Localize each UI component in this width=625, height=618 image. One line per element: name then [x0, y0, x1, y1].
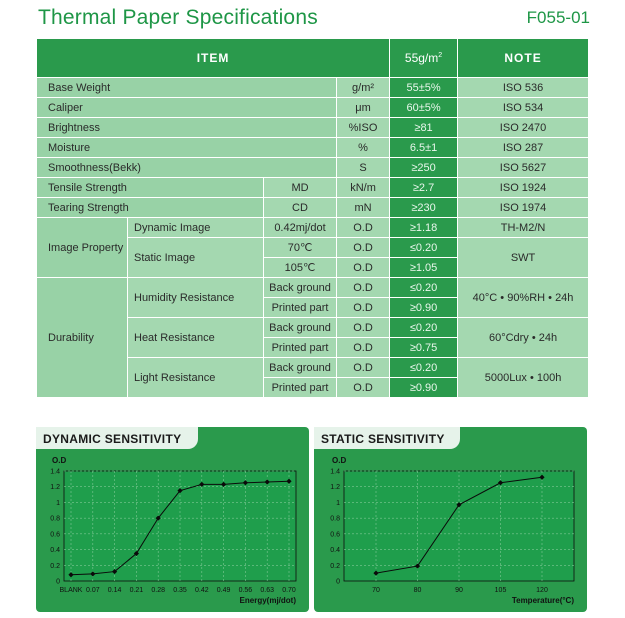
dynamic-sensitivity-panel: [36, 427, 309, 612]
y-tick-label: 0.2: [50, 562, 60, 570]
y-tick-label: 0.6: [50, 531, 60, 539]
y-tick-label: 0.8: [330, 515, 340, 523]
x-tick-label: 90: [455, 587, 463, 594]
x-tick-label: BLANK: [59, 587, 83, 594]
y-tick-label: 1: [56, 499, 60, 507]
table-row: Light Resistance Back ground O.D ≤0.20 5000Lux • 100h: [37, 358, 589, 378]
chart-title: STATIC SENSITIVITY: [321, 432, 445, 446]
table-row: Moisture % 6.5±1 ISO 287: [37, 138, 589, 158]
y-tick-label: 0.4: [330, 547, 340, 555]
y-axis-label: O.D: [52, 456, 67, 465]
x-tick-label: 0.07: [85, 587, 100, 594]
y-tick-label: 0.4: [50, 547, 60, 555]
y-tick-label: 1: [336, 499, 340, 507]
x-tick-label: 0.21: [129, 587, 144, 594]
x-tick-label: 105: [494, 587, 507, 594]
static-sensitivity-chart: [314, 427, 587, 612]
x-axis-label: Temperature(°C): [511, 596, 574, 605]
static-sensitivity-panel: [314, 427, 587, 612]
spec-table-body: [36, 38, 589, 398]
table-row: Static Image 70℃ O.D ≤0.20 SWT: [37, 238, 589, 258]
table-row: Heat Resistance Back ground O.D ≤0.20 60°Cdry • 24h: [37, 318, 589, 338]
dynamic-sensitivity-tab: [36, 427, 198, 449]
x-tick-label: 120: [536, 587, 548, 594]
table-row: Printed part O.D ≥0.90: [37, 298, 589, 318]
table-row: Tensile Strength MD kN/m ≥2.7 ISO 1924: [37, 178, 589, 198]
y-tick-label: 0.8: [50, 515, 60, 523]
table-row: Base Weight g/m² 55±5% ISO 536: [37, 78, 589, 98]
x-tick-label: 0.42: [194, 587, 209, 594]
y-tick-label: 1.2: [50, 484, 60, 492]
x-tick-label: 0.63: [260, 587, 275, 594]
x-tick-label: 0.35: [173, 587, 187, 594]
table-row: Printed part O.D ≥0.90: [37, 378, 589, 398]
table-row: Image Property Dynamic Image 0.42mj/dot O.D ≥1.18 TH-M2/N: [37, 218, 589, 238]
static-sensitivity-tab: [314, 427, 460, 449]
x-tick-label: 70: [372, 587, 380, 594]
y-tick-label: 1.4: [50, 468, 60, 476]
header-value: $55g/m^2$: [390, 39, 458, 78]
table-row: Tearing Strength CD mN ≥230 ISO 1974: [37, 198, 589, 218]
y-tick-label: 1.4: [330, 468, 340, 476]
x-tick-label: 0.28: [151, 587, 166, 594]
page-title: Thermal Paper Specifications: [38, 6, 318, 29]
table-row: Printed part O.D ≥0.75: [37, 338, 589, 358]
y-tick-label: 0.6: [330, 531, 340, 539]
x-tick-label: 80: [413, 587, 422, 594]
header-note: NOTE: [458, 39, 589, 78]
dynamic-sensitivity-chart: [36, 427, 309, 612]
y-tick-label: 0: [336, 578, 340, 586]
header-item: ITEM: [37, 39, 390, 78]
x-tick-label: 0.70: [282, 587, 296, 594]
x-axis-label: Energy(mj/dot): [239, 596, 296, 605]
table-row: Caliper μm 60±5% ISO 534: [37, 98, 589, 118]
x-tick-label: 0.49: [216, 587, 231, 594]
table-header-row: [37, 39, 589, 78]
document-code: F055-01: [526, 8, 590, 27]
y-tick-label: 0.2: [330, 562, 340, 570]
table-row: Smoothness(Bekk) S ≥250 ISO 5627: [37, 158, 589, 178]
table-row: Durability Humidity Resistance Back ground O.D ≤0.20 40°C • 90%RH • 24h: [37, 278, 589, 298]
y-tick-label: 1.2: [330, 484, 340, 492]
chart-title: DYNAMIC SENSITIVITY: [43, 432, 182, 446]
table-row: 105℃ O.D ≥1.05: [37, 258, 589, 278]
y-tick-label: 0: [56, 578, 60, 586]
x-tick-label: 0.14: [107, 587, 122, 594]
x-tick-label: 0.56: [238, 587, 253, 594]
y-axis-label: O.D: [332, 456, 347, 465]
table-row: Brightness %ISO ≥81 ISO 2470: [37, 118, 589, 138]
